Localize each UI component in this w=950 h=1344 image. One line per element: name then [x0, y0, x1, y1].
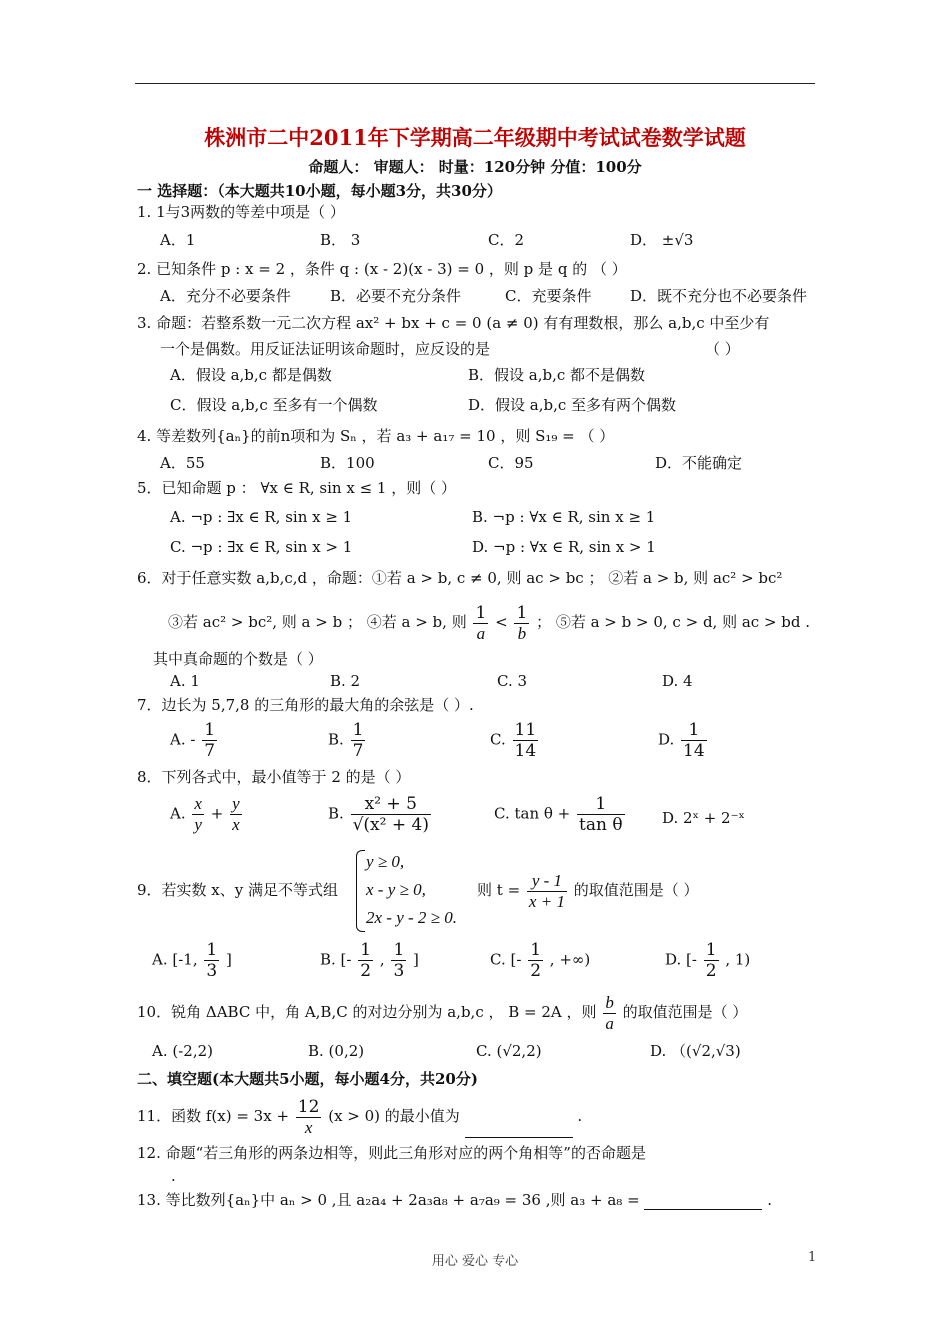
q3-option-c: C．假设 a,b,c 至多有一个偶数	[170, 396, 378, 414]
q9-constraint-1: y ≥ 0,	[366, 852, 405, 871]
q6-less-than: <	[495, 613, 508, 631]
q9-option-d: D. [- $\frac{1}{2}$ , 1)	[665, 940, 751, 981]
page-number: 1	[808, 1250, 817, 1265]
q9-option-c: C. [- $\frac{1}{2}$ , +∞)	[490, 940, 591, 981]
q1-option-d: D． ±√3	[630, 231, 694, 249]
q2-option-c: C．充要条件	[505, 287, 592, 305]
q8-stem: 8．下列各式中，最小值等于 2 的是（ ）	[137, 768, 411, 786]
q9-constraint-3: 2x - y - 2 ≥ 0.	[366, 908, 457, 927]
q13-stem: 13. 等比数列{aₙ}中 aₙ > 0 ,且 a₂a₄ + 2a₃a₈ + a₇a₉ = 36 ,则 a₃ + a₈ =	[137, 1191, 640, 1209]
q9-b-fraction-1: $\frac{1}{2}$	[360, 940, 372, 981]
q2-option-d: D．既不充分也不必要条件	[630, 287, 808, 305]
q9-target: 则 t = $\frac{y - 1}{x + 1}$ 的取值范围是（ ）	[477, 870, 699, 911]
q1-option-c: C．2	[488, 231, 525, 249]
q8-option-a: A. $\frac{x}{y}$ + $\frac{y}{x}$	[170, 794, 240, 834]
q8-b-fraction: $\frac{\text{x² + 5}}{\text{√(x² + 4)}}$	[352, 794, 429, 835]
q5-option-b: B. ¬p : ∀x ∈ R, sin x ≥ 1	[472, 508, 656, 526]
q11-fraction: $\frac{12}{x}$	[297, 1096, 320, 1137]
q5-stem: 5．已知命题 p ： ∀x ∈ R, sin x ≤ 1 ，则（ ）	[137, 479, 457, 497]
q9-system-brace	[356, 850, 365, 932]
q6-line2-part2: ； ⑤若 a > b > 0, c > d, 则 ac > bd .	[536, 613, 811, 631]
q6-line2	[168, 600, 810, 644]
q7-c-fraction: $\frac{11}{14}$	[514, 720, 537, 761]
q3-stem-line2: 一个是偶数。用反证法证明该命题时，应反设的是	[160, 340, 491, 358]
q8-a-fraction-1: $\frac{x}{y}$	[194, 794, 202, 834]
q9-d-fraction: $\frac{1}{2}$	[705, 940, 717, 981]
q7-d-fraction: $\frac{1}{14}$	[683, 720, 705, 761]
q8-a-fraction-2: $\frac{y}{x}$	[232, 794, 240, 834]
q7-option-b: B. $\frac{1}{7}$	[328, 720, 364, 761]
q6-line2-part1: ③若 ac² > bc², 则 a > b ； ④若 a > b, 则	[168, 613, 467, 631]
q12-end: .	[171, 1167, 176, 1185]
q11-answer-blank[interactable]	[465, 1119, 573, 1138]
q3-stem: 3. 命题：若整系数一元二次方程 ax² + bx + c = 0 (a ≠ 0) 有有理数根，那么 a,b,c 中至少有	[137, 314, 770, 332]
q6-option-a: A. 1	[170, 672, 200, 690]
q6-option-d: D. 4	[662, 672, 693, 690]
q7-stem: 7．边长为 5,7,8 的三角形的最大角的余弦是（ ）.	[137, 696, 474, 714]
q2-option-a: A．充分不必要条件	[160, 287, 291, 305]
q6-fraction-1-over-a: $\frac{1}{a}$	[475, 602, 487, 643]
q10-option-a: A. (-2,2)	[152, 1042, 213, 1060]
q1-option-a: A．1	[160, 231, 196, 249]
q7-option-c: C. $\frac{11}{14}$	[490, 720, 537, 761]
q9-constraint-2: x - y ≥ 0,	[366, 880, 426, 899]
q8-option-c: C. tan θ + $\frac{1}{\text{tan θ}}$	[494, 794, 623, 835]
q3-answer-paren: （ ）	[705, 340, 740, 358]
q7-a-fraction: $\frac{1}{7}$	[204, 720, 216, 761]
q13-answer-blank[interactable]	[644, 1191, 762, 1210]
q4-option-b: B．100	[320, 454, 375, 472]
q13-line: 13. 等比数列{aₙ}中 aₙ > 0 ,且 a₂a₄ + 2a₃a₈ + a₇a₉ = 36 ,则 a₃ + a₈ = .	[137, 1191, 772, 1209]
q9-stem: 9．若实数 x、y 满足不等式组	[137, 881, 339, 899]
exam-meta: 命题人： 审题人： 时量：120分钟 分值：100分	[308, 158, 642, 176]
q11-stem: 11．函数 f(x) = 3x +	[137, 1107, 290, 1125]
q4-option-d: D．不能确定	[655, 454, 743, 472]
q4-stem: 4. 等差数列{aₙ}的前n项和为 Sₙ ，若 a₃ + a₁₇ = 10 ，则 S₁₉ = （ ）	[137, 427, 615, 445]
q11-line: 11．函数 f(x) = 3x + $\frac{12}{x}$ (x > 0) 的最小值为 .	[137, 1096, 583, 1137]
q7-option-a: A. - $\frac{1}{7}$	[170, 720, 216, 761]
q10-stem: 10．锐角 ΔABC 中，角 A,B,C 的对边分别为 a,b,c ， B = 2A ，则	[137, 1003, 597, 1021]
q9-option-a: A. [-1, $\frac{1}{3}$ ]	[152, 940, 232, 981]
q10-b-over-a: $\frac{b}{a}$	[605, 992, 614, 1033]
q6-line3: 其中真命题的个数是（ ）	[153, 650, 323, 668]
q9-b-fraction-2: $\frac{1}{3}$	[393, 940, 405, 981]
q9-a-fraction: $\frac{1}{3}$	[206, 940, 218, 981]
q7-b-fraction: $\frac{1}{7}$	[352, 720, 364, 761]
q8-option-d: D. 2ˣ + 2⁻ˣ	[662, 809, 745, 827]
q4-option-a: A．55	[160, 454, 205, 472]
q7-option-d: D. $\frac{1}{14}$	[658, 720, 705, 761]
page-title: 株洲市二中2011年下学期高二年级期中考试试卷数学试题	[204, 125, 746, 150]
section-2-heading: 二、填空题(本大题共5小题，每小题4分，共20分)	[137, 1070, 478, 1088]
q1-stem: 1. 1与3两数的等差中项是（ ）	[137, 203, 345, 221]
page-footer: 用心 爱心 专心	[431, 1254, 519, 1269]
q9-c-fraction: $\frac{1}{2}$	[530, 940, 542, 981]
q8-c-fraction: $\frac{1}{\text{tan θ}}$	[579, 794, 623, 835]
section-1-heading: 一 选择题：（本大题共10小题，每小题3分，共30分）	[137, 182, 502, 200]
q6-option-b: B. 2	[330, 672, 361, 690]
q3-option-d: D．假设 a,b,c 至多有两个偶数	[468, 396, 677, 414]
q5-option-d: D. ¬p : ∀x ∈ R, sin x > 1	[472, 538, 656, 556]
q2-stem: 2. 已知条件 p : x = 2 ，条件 q : (x - 2)(x - 3) = 0 ，则 p 是 q 的 （ ）	[137, 260, 627, 278]
q2-option-b: B．必要不充分条件	[330, 287, 462, 305]
q1-option-b: B． 3	[320, 231, 361, 249]
q4-option-c: C．95	[488, 454, 534, 472]
q10-option-c: C. (√2,2)	[476, 1042, 542, 1060]
q12-stem: 12. 命题“若三角形的两条边相等，则此三角形对应的两个角相等”的否命题是	[137, 1144, 646, 1162]
q3-option-a: A．假设 a,b,c 都是偶数	[170, 366, 332, 384]
q6-fraction-1-over-b: $\frac{1}{b}$	[516, 602, 528, 643]
q6-option-c: C. 3	[497, 672, 528, 690]
q8-option-b: B. $\frac{\text{x² + 5}}{\text{√(x² + 4)}}$	[328, 794, 429, 835]
q5-option-c: C. ¬p : ∃x ∈ R, sin x > 1	[170, 538, 353, 556]
q9-t-fraction: $\frac{y - 1}{x + 1}$	[528, 870, 565, 911]
q5-option-a: A. ¬p : ∃x ∈ R, sin x ≥ 1	[170, 508, 353, 526]
q10-option-b: B. (0,2)	[308, 1042, 365, 1060]
q6-stem: 6．对于任意实数 a,b,c,d ，命题：①若 a > b, c ≠ 0, 则 ac > bc ； ②若 a > b, 则 ac² > bc²	[137, 569, 783, 587]
header-rule	[135, 83, 815, 84]
q3-option-b: B．假设 a,b,c 都不是偶数	[468, 366, 646, 384]
q9-option-b: B. [- $\frac{1}{2}$ , $\frac{1}{3}$ ]	[320, 940, 419, 981]
q10-option-d: D. （(√2,√3)	[650, 1042, 741, 1060]
q10-stem-line: 10．锐角 ΔABC 中，角 A,B,C 的对边分别为 a,b,c ， B = 2A ，则 $\frac{b}{a}$ 的取值范围是（ ）	[137, 992, 748, 1033]
